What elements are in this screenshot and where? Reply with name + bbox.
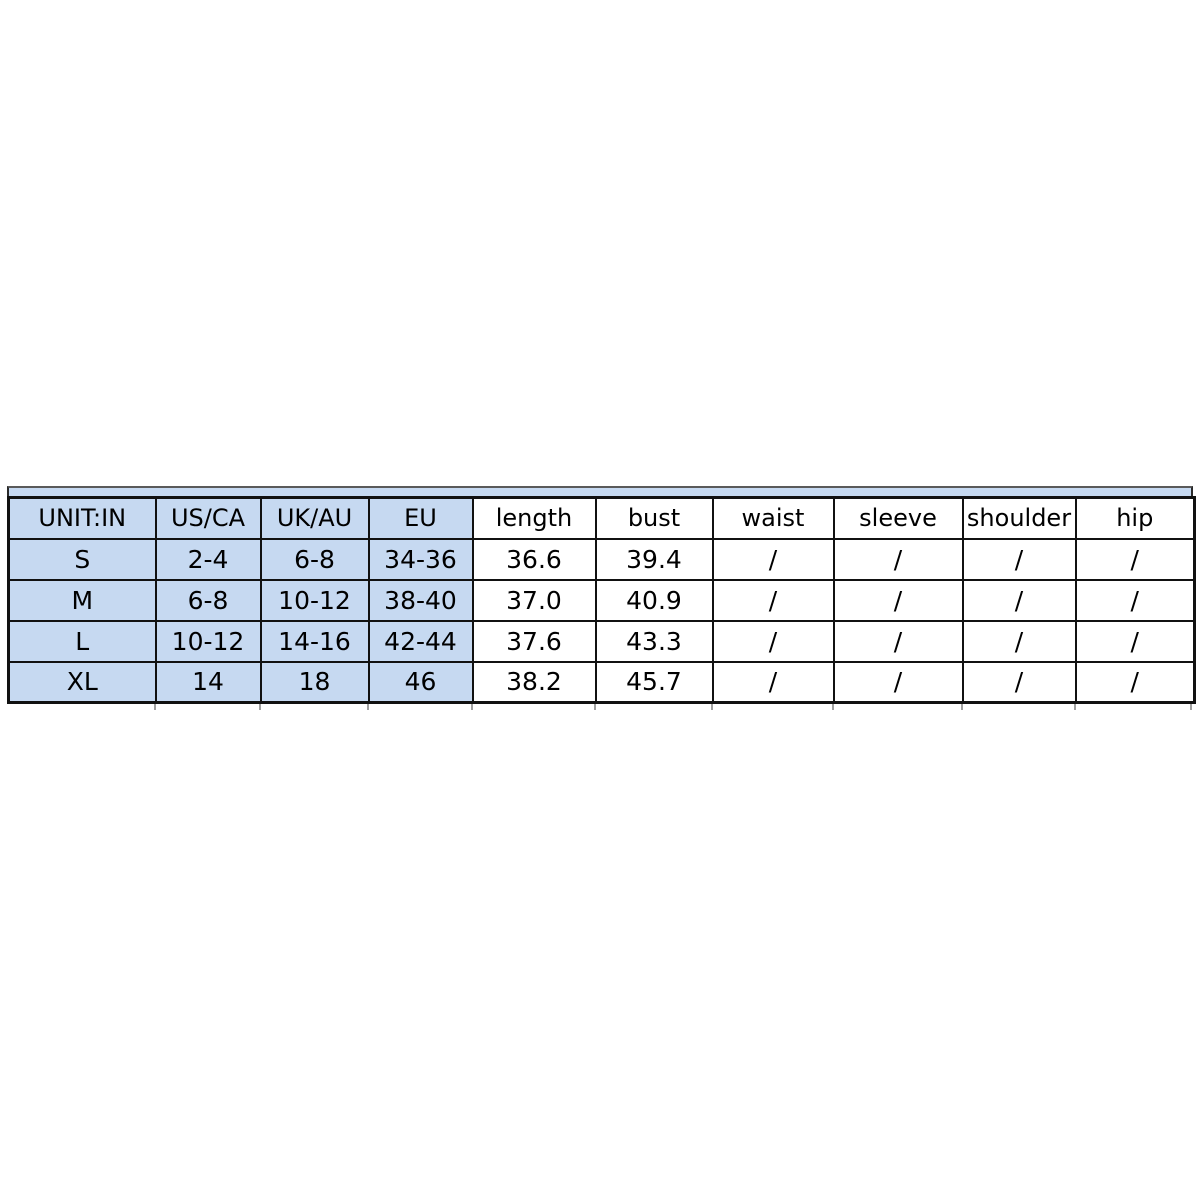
- size-label: XL: [9, 662, 156, 703]
- header-sleeve: sleeve: [834, 498, 963, 539]
- table-cell: 38.2: [473, 662, 596, 703]
- table-cell: 2-4: [156, 539, 261, 580]
- table-cell: /: [713, 580, 834, 621]
- table-cell: 46: [369, 662, 473, 703]
- gridline-stub: [961, 704, 963, 710]
- table-cell: /: [713, 621, 834, 662]
- table-cell: 6-8: [156, 580, 261, 621]
- table-cell: /: [834, 580, 963, 621]
- table-cell: /: [963, 580, 1076, 621]
- table-cell: 42-44: [369, 621, 473, 662]
- table-cell: /: [1076, 662, 1195, 703]
- table-cell: 14-16: [261, 621, 369, 662]
- table-cell: 14: [156, 662, 261, 703]
- table-cell: /: [1076, 621, 1195, 662]
- size-table: [7, 496, 1196, 704]
- table-cell: 37.0: [473, 580, 596, 621]
- size-chart-table: [7, 486, 1193, 712]
- table-cell: 37.6: [473, 621, 596, 662]
- gridline-stub: [1190, 704, 1192, 710]
- header-length: length: [473, 498, 596, 539]
- table-cell: 40.9: [596, 580, 713, 621]
- gridline-stub: [367, 704, 369, 710]
- table-cell: 10-12: [156, 621, 261, 662]
- gridline-stub: [154, 704, 156, 710]
- table-cell: /: [963, 621, 1076, 662]
- table-row-l: [9, 621, 1195, 662]
- size-label: M: [9, 580, 156, 621]
- table-cell: /: [963, 539, 1076, 580]
- size-label: L: [9, 621, 156, 662]
- header-hip: hip: [1076, 498, 1195, 539]
- table-cell: /: [834, 662, 963, 703]
- table-cell: 18: [261, 662, 369, 703]
- table-cell: 10-12: [261, 580, 369, 621]
- gridline-stub: [259, 704, 261, 710]
- table-cell: 38-40: [369, 580, 473, 621]
- header-us-ca: US/CA: [156, 498, 261, 539]
- table-row-s: [9, 539, 1195, 580]
- table-cell: 36.6: [473, 539, 596, 580]
- table-cell: 45.7: [596, 662, 713, 703]
- table-cell: /: [1076, 580, 1195, 621]
- table-cell: /: [834, 621, 963, 662]
- header-uk-au: UK/AU: [261, 498, 369, 539]
- gridline-stub: [1074, 704, 1076, 710]
- table-row-xl: [9, 662, 1195, 703]
- header-unit-in: UNIT:IN: [9, 498, 156, 539]
- gridline-stub: [594, 704, 596, 710]
- table-cell: /: [834, 539, 963, 580]
- table-row-m: [9, 580, 1195, 621]
- table-cell: 6-8: [261, 539, 369, 580]
- gridline-stub: [471, 704, 473, 710]
- table-cell: /: [963, 662, 1076, 703]
- header-row: [9, 498, 1195, 539]
- size-label: S: [9, 539, 156, 580]
- header-shoulder: shoulder: [963, 498, 1076, 539]
- cropped-row-strip: [7, 486, 1193, 496]
- table-cell: /: [713, 539, 834, 580]
- header-waist: waist: [713, 498, 834, 539]
- table-cell: 39.4: [596, 539, 713, 580]
- header-eu: EU: [369, 498, 473, 539]
- table-cell: /: [713, 662, 834, 703]
- gridline-stub-row: [7, 704, 1193, 712]
- gridline-stub: [711, 704, 713, 710]
- header-bust: bust: [596, 498, 713, 539]
- table-cell: /: [1076, 539, 1195, 580]
- table-cell: 43.3: [596, 621, 713, 662]
- table-cell: 34-36: [369, 539, 473, 580]
- gridline-stub: [832, 704, 834, 710]
